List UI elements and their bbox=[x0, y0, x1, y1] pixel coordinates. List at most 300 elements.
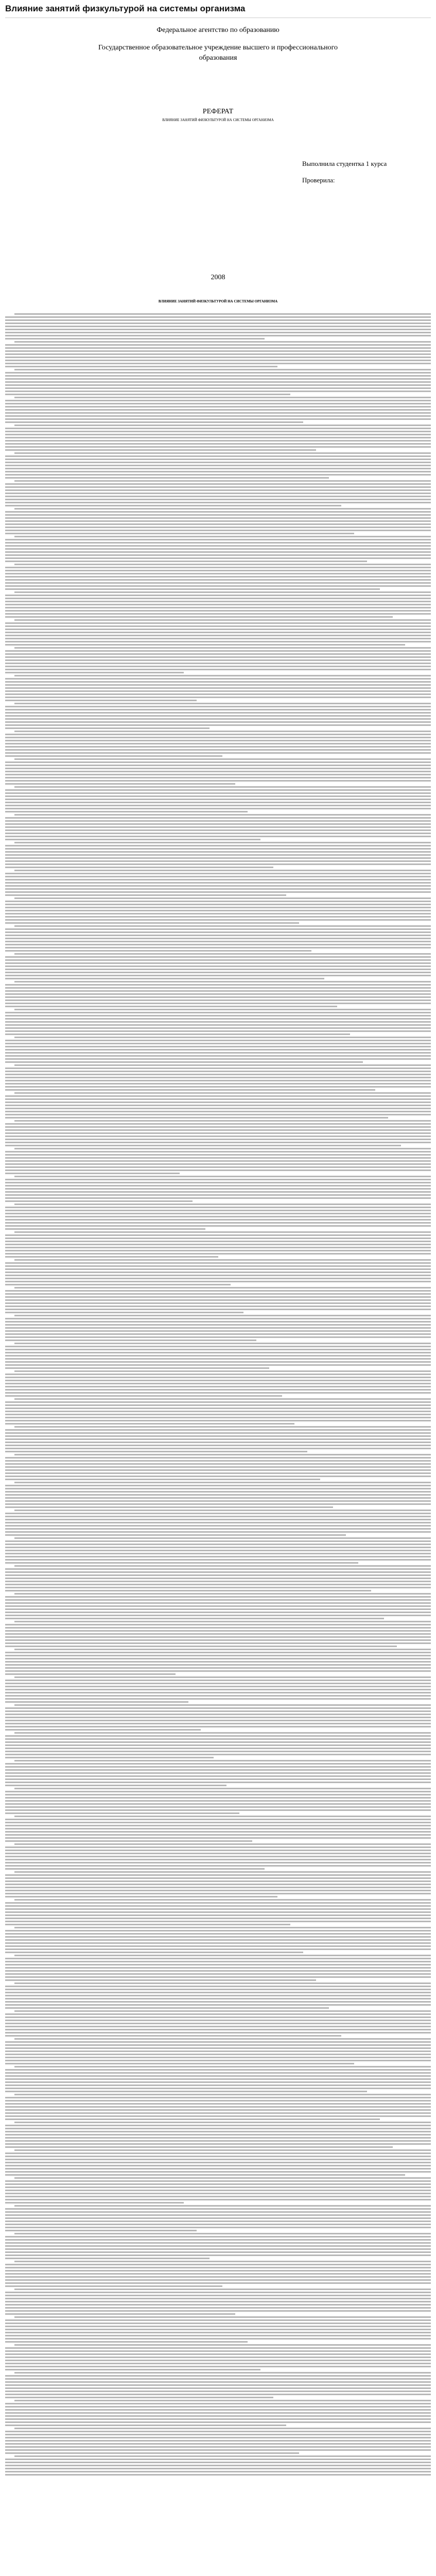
text-line-placeholder bbox=[5, 1602, 431, 1604]
text-line-placeholder bbox=[14, 731, 431, 732]
text-line-placeholder bbox=[5, 2462, 431, 2463]
text-line-placeholder bbox=[14, 2372, 431, 2374]
text-line-placeholder bbox=[5, 2088, 431, 2089]
text-line-placeholder bbox=[5, 641, 431, 642]
text-line-placeholder bbox=[5, 882, 431, 884]
text-line-placeholder bbox=[5, 765, 431, 766]
text-line-placeholder bbox=[5, 520, 431, 522]
text-line-placeholder bbox=[14, 1676, 431, 1678]
text-line-placeholder bbox=[5, 1074, 431, 1075]
text-line-placeholder bbox=[5, 1105, 431, 1106]
text-line-placeholder bbox=[5, 1887, 431, 1888]
text-line-placeholder bbox=[5, 1828, 431, 1829]
text-line-placeholder bbox=[5, 1918, 431, 1919]
text-line-placeholder bbox=[5, 2369, 260, 2370]
text-line-placeholder bbox=[5, 415, 431, 417]
text-line-placeholder bbox=[5, 724, 431, 726]
text-line-placeholder bbox=[14, 536, 431, 537]
text-line-placeholder bbox=[5, 2245, 431, 2247]
text-line-placeholder bbox=[5, 2446, 431, 2448]
text-line-placeholder bbox=[5, 2106, 431, 2108]
text-line-placeholder bbox=[5, 1973, 431, 1975]
text-line-placeholder bbox=[5, 2100, 431, 2102]
text-line-placeholder bbox=[5, 607, 431, 608]
text-line-placeholder bbox=[5, 1831, 431, 1833]
text-line-placeholder bbox=[5, 737, 431, 738]
text-line-placeholder bbox=[5, 1723, 431, 1724]
text-line-placeholder bbox=[5, 1806, 431, 1808]
text-line-placeholder bbox=[5, 749, 431, 751]
text-line-placeholder bbox=[5, 1976, 431, 1978]
text-line-placeholder bbox=[14, 1315, 431, 1316]
text-line-placeholder bbox=[14, 2205, 431, 2207]
text-line-placeholder bbox=[5, 462, 431, 463]
text-line-placeholder bbox=[14, 1343, 431, 1344]
text-line-placeholder bbox=[14, 897, 431, 899]
text-line-placeholder bbox=[5, 919, 431, 921]
text-line-placeholder bbox=[5, 582, 431, 584]
text-line-placeholder bbox=[5, 2292, 431, 2293]
text-line-placeholder bbox=[14, 1955, 431, 1956]
text-line-placeholder bbox=[5, 434, 431, 435]
text-line-placeholder bbox=[5, 459, 431, 460]
text-line-placeholder bbox=[5, 1272, 431, 1273]
text-line-placeholder bbox=[5, 514, 431, 516]
text-line-placeholder bbox=[5, 1979, 316, 1981]
text-line-placeholder bbox=[5, 357, 431, 358]
text-line-placeholder bbox=[5, 561, 367, 562]
text-line-placeholder bbox=[5, 848, 431, 850]
text-line-placeholder bbox=[5, 2057, 431, 2058]
text-line-placeholder bbox=[5, 1646, 397, 1647]
text-line-placeholder bbox=[5, 1936, 431, 1938]
text-line-placeholder bbox=[5, 1352, 431, 1353]
text-line-placeholder bbox=[14, 870, 431, 871]
text-line-placeholder bbox=[5, 347, 431, 349]
text-line-placeholder bbox=[5, 381, 431, 383]
text-line-placeholder bbox=[14, 1510, 431, 1511]
text-line-placeholder bbox=[14, 786, 431, 788]
text-line-placeholder bbox=[5, 622, 431, 624]
text-line-placeholder bbox=[5, 418, 431, 420]
text-line-placeholder bbox=[5, 1377, 431, 1378]
text-line-placeholder bbox=[5, 378, 431, 380]
text-line-placeholder bbox=[5, 1998, 431, 1999]
text-line-placeholder bbox=[5, 539, 431, 540]
text-line-placeholder bbox=[5, 2190, 431, 2191]
text-line-placeholder bbox=[5, 783, 235, 785]
text-line-placeholder bbox=[5, 2125, 431, 2126]
text-line-placeholder bbox=[5, 1596, 431, 1598]
text-line-placeholder bbox=[5, 579, 431, 581]
text-line-placeholder bbox=[5, 2091, 367, 2092]
text-line-placeholder bbox=[5, 2440, 431, 2442]
text-line-placeholder bbox=[5, 2109, 431, 2111]
text-line-placeholder bbox=[5, 554, 431, 556]
text-line-placeholder bbox=[14, 397, 431, 398]
text-line-placeholder bbox=[5, 1568, 431, 1570]
text-line-placeholder bbox=[5, 1884, 431, 1885]
text-line-placeholder bbox=[5, 1309, 431, 1310]
text-line-placeholder bbox=[5, 1349, 431, 1350]
text-line-placeholder bbox=[14, 591, 431, 593]
text-line-placeholder bbox=[5, 839, 260, 840]
text-line-placeholder bbox=[5, 1497, 431, 1499]
text-line-placeholder bbox=[14, 1176, 431, 1177]
text-line-placeholder bbox=[5, 799, 431, 800]
text-line-placeholder bbox=[5, 2044, 431, 2046]
text-line-placeholder bbox=[5, 2159, 431, 2160]
text-line-placeholder bbox=[5, 771, 431, 772]
text-line-placeholder bbox=[5, 353, 431, 355]
text-line-placeholder bbox=[5, 2131, 431, 2132]
text-line-placeholder bbox=[5, 1117, 388, 1118]
text-line-placeholder bbox=[5, 1859, 431, 1860]
text-line-placeholder bbox=[5, 2350, 431, 2352]
text-line-placeholder bbox=[14, 925, 431, 927]
text-line-placeholder bbox=[5, 1417, 431, 1418]
text-line-placeholder bbox=[5, 755, 222, 757]
text-line-placeholder bbox=[5, 1812, 239, 1814]
cover-year: 2008 bbox=[211, 274, 225, 281]
text-line-placeholder bbox=[5, 375, 431, 377]
text-line-placeholder bbox=[5, 1049, 431, 1050]
text-line-placeholder bbox=[5, 1210, 431, 1211]
text-line-placeholder bbox=[5, 768, 431, 769]
text-line-placeholder bbox=[5, 1757, 214, 1758]
text-line-placeholder bbox=[5, 987, 431, 989]
text-line-placeholder bbox=[5, 2211, 431, 2213]
text-line-placeholder bbox=[5, 1547, 431, 1548]
text-line-placeholder bbox=[5, 431, 431, 432]
text-line-placeholder bbox=[5, 1584, 431, 1585]
text-line-placeholder bbox=[5, 851, 431, 853]
text-line-placeholder bbox=[5, 588, 380, 590]
text-line-placeholder bbox=[5, 1958, 431, 1959]
text-line-placeholder bbox=[5, 1330, 431, 1332]
text-line-placeholder bbox=[5, 1769, 431, 1771]
text-line-placeholder bbox=[5, 1689, 431, 1690]
text-line-placeholder bbox=[5, 1312, 243, 1313]
text-line-placeholder bbox=[5, 1775, 431, 1777]
text-line-placeholder bbox=[5, 1989, 431, 1990]
text-line-placeholder bbox=[5, 780, 431, 782]
text-line-placeholder bbox=[5, 1862, 431, 1863]
text-line-placeholder bbox=[5, 2267, 431, 2268]
text-line-placeholder bbox=[5, 638, 431, 639]
text-line-placeholder bbox=[5, 2171, 431, 2173]
text-line-placeholder bbox=[5, 860, 431, 862]
text-line-placeholder bbox=[14, 2400, 431, 2401]
text-line-placeholder bbox=[5, 2468, 431, 2469]
text-line-placeholder bbox=[5, 823, 431, 825]
text-line-placeholder bbox=[5, 1275, 431, 1276]
text-line-placeholder bbox=[5, 1213, 431, 1214]
text-line-placeholder bbox=[5, 1930, 431, 1931]
text-line-placeholder bbox=[5, 1058, 431, 1060]
text-line-placeholder bbox=[14, 2177, 431, 2179]
text-line-placeholder bbox=[14, 1426, 431, 1428]
work-type: РЕФЕРАТ bbox=[202, 108, 234, 115]
text-line-placeholder bbox=[5, 2295, 431, 2296]
text-line-placeholder bbox=[5, 1395, 282, 1397]
text-line-placeholder bbox=[5, 1438, 431, 1440]
text-line-placeholder bbox=[5, 2013, 431, 2015]
text-line-placeholder bbox=[5, 935, 431, 936]
text-line-placeholder bbox=[14, 1927, 431, 1928]
text-line-placeholder bbox=[5, 2471, 431, 2472]
text-line-placeholder bbox=[14, 452, 431, 454]
text-line-placeholder bbox=[5, 2357, 431, 2358]
text-line-placeholder bbox=[5, 1785, 226, 1786]
text-line-placeholder bbox=[5, 2313, 235, 2315]
text-line-placeholder bbox=[14, 1788, 431, 1789]
text-line-placeholder bbox=[5, 876, 431, 877]
text-line-placeholder bbox=[5, 2329, 431, 2330]
text-line-placeholder bbox=[5, 2214, 431, 2216]
text-line-placeholder bbox=[5, 1241, 431, 1242]
text-line-placeholder bbox=[5, 2029, 431, 2030]
text-line-placeholder bbox=[5, 1015, 431, 1016]
institution-line-2: образования bbox=[199, 54, 237, 62]
text-line-placeholder bbox=[5, 1228, 205, 1230]
text-line-placeholder bbox=[5, 2258, 210, 2259]
text-line-placeholder bbox=[5, 2084, 431, 2086]
text-line-placeholder bbox=[5, 1924, 290, 1925]
text-line-placeholder bbox=[5, 595, 431, 596]
text-line-placeholder bbox=[5, 808, 431, 809]
text-line-placeholder bbox=[5, 1139, 431, 1140]
text-line-placeholder bbox=[5, 854, 431, 856]
text-line-placeholder bbox=[5, 1460, 431, 1462]
text-line-placeholder bbox=[5, 391, 431, 392]
text-line-placeholder bbox=[5, 1401, 431, 1403]
text-line-placeholder bbox=[5, 693, 431, 695]
text-line-placeholder bbox=[5, 1154, 431, 1156]
text-line-placeholder bbox=[5, 511, 431, 513]
text-line-placeholder bbox=[5, 1667, 431, 1669]
text-line-placeholder bbox=[5, 384, 431, 386]
text-line-placeholder bbox=[5, 1726, 431, 1727]
text-line-placeholder bbox=[5, 449, 316, 451]
text-line-placeholder bbox=[5, 740, 431, 741]
text-line-placeholder bbox=[5, 2437, 431, 2438]
content-title: ВЛИЯНИЕ ЗАНЯТИЙ ФИЗКУЛЬТУРОЙ НА СИСТЕМЫ ОРГАНИЗМА bbox=[158, 299, 278, 303]
text-line-placeholder bbox=[5, 2162, 431, 2163]
text-line-placeholder bbox=[5, 576, 431, 578]
text-line-placeholder bbox=[5, 1782, 431, 1783]
text-line-placeholder bbox=[5, 656, 431, 658]
text-line-placeholder bbox=[5, 406, 431, 408]
text-line-placeholder bbox=[5, 910, 431, 911]
text-line-placeholder bbox=[14, 1120, 431, 1122]
text-line-placeholder bbox=[14, 647, 431, 649]
text-line-placeholder bbox=[5, 1194, 431, 1196]
text-line-placeholder bbox=[5, 2140, 431, 2142]
text-line-placeholder bbox=[5, 1219, 431, 1221]
text-line-placeholder bbox=[5, 332, 431, 333]
text-line-placeholder bbox=[5, 1380, 431, 1381]
text-line-placeholder bbox=[5, 1089, 375, 1091]
text-line-placeholder bbox=[5, 2202, 184, 2204]
text-line-placeholder bbox=[5, 2341, 248, 2343]
text-line-placeholder bbox=[5, 1006, 337, 1007]
text-line-placeholder bbox=[5, 1386, 431, 1387]
text-line-placeholder bbox=[5, 1469, 431, 1471]
text-line-placeholder bbox=[5, 1188, 431, 1190]
text-line-placeholder bbox=[5, 1185, 431, 1187]
document-title: Влияние занятий физкультурой на системы организма bbox=[5, 4, 246, 13]
text-line-placeholder bbox=[14, 1398, 431, 1400]
text-line-placeholder bbox=[5, 1429, 431, 1431]
text-line-placeholder bbox=[5, 2425, 286, 2426]
text-line-placeholder bbox=[5, 2323, 431, 2324]
text-line-placeholder bbox=[5, 1256, 218, 1258]
text-line-placeholder bbox=[5, 761, 431, 763]
text-line-placeholder bbox=[5, 1772, 431, 1774]
text-line-placeholder bbox=[5, 817, 431, 819]
text-line-placeholder bbox=[5, 1948, 431, 1950]
text-line-placeholder bbox=[5, 2020, 431, 2021]
text-line-placeholder bbox=[5, 1751, 431, 1752]
text-line-placeholder bbox=[5, 477, 329, 479]
text-line-placeholder bbox=[5, 962, 431, 964]
text-line-placeholder bbox=[5, 1763, 431, 1765]
text-line-placeholder bbox=[5, 1519, 431, 1520]
text-line-placeholder bbox=[5, 972, 431, 973]
text-line-placeholder bbox=[5, 650, 431, 652]
text-line-placeholder bbox=[5, 2391, 431, 2392]
text-line-placeholder bbox=[5, 1238, 431, 1239]
text-line-placeholder bbox=[5, 2032, 431, 2033]
text-line-placeholder bbox=[14, 2149, 431, 2151]
text-line-placeholder bbox=[5, 1290, 431, 1292]
text-line-placeholder bbox=[5, 1590, 371, 1591]
text-line-placeholder bbox=[14, 1482, 431, 1483]
text-line-placeholder bbox=[5, 2264, 431, 2265]
text-line-placeholder bbox=[5, 2384, 431, 2386]
text-line-placeholder bbox=[5, 1191, 431, 1193]
text-line-placeholder bbox=[14, 675, 431, 676]
text-line-placeholder bbox=[5, 1578, 431, 1579]
text-line-placeholder bbox=[5, 1055, 431, 1057]
text-line-placeholder bbox=[5, 1114, 431, 1115]
text-line-placeholder bbox=[5, 1346, 431, 1347]
text-line-placeholder bbox=[5, 2319, 431, 2321]
text-line-placeholder bbox=[5, 829, 431, 831]
text-line-placeholder bbox=[5, 2443, 431, 2445]
text-line-placeholder bbox=[5, 372, 431, 374]
text-line-placeholder bbox=[5, 1942, 431, 1944]
text-line-placeholder bbox=[14, 508, 431, 510]
text-line-placeholder bbox=[5, 2304, 431, 2306]
text-line-placeholder bbox=[5, 1157, 431, 1159]
text-line-placeholder bbox=[5, 904, 431, 905]
text-line-placeholder bbox=[5, 2255, 431, 2256]
text-line-placeholder bbox=[5, 1534, 346, 1536]
text-line-placeholder bbox=[5, 718, 431, 720]
text-line-placeholder bbox=[5, 1207, 431, 1208]
text-line-placeholder bbox=[5, 789, 431, 791]
text-line-placeholder bbox=[5, 2236, 431, 2238]
text-line-placeholder bbox=[5, 993, 431, 995]
text-line-placeholder bbox=[5, 2004, 431, 2006]
text-line-placeholder bbox=[5, 2375, 431, 2377]
text-line-placeholder bbox=[5, 2415, 431, 2417]
text-line-placeholder bbox=[14, 619, 431, 621]
text-line-placeholder bbox=[5, 1080, 431, 1081]
text-line-placeholder bbox=[5, 2381, 431, 2383]
text-line-placeholder bbox=[5, 901, 431, 902]
text-line-placeholder bbox=[5, 1030, 431, 1032]
text-line-placeholder bbox=[5, 712, 431, 714]
text-line-placeholder bbox=[5, 1142, 431, 1143]
text-line-placeholder bbox=[5, 1673, 176, 1675]
text-line-placeholder bbox=[5, 978, 324, 979]
text-line-placeholder bbox=[5, 1516, 431, 1517]
text-line-placeholder bbox=[5, 1902, 431, 1904]
text-line-placeholder bbox=[5, 1145, 401, 1146]
text-line-placeholder bbox=[5, 1086, 431, 1088]
text-line-placeholder bbox=[5, 2208, 431, 2210]
text-line-placeholder bbox=[5, 894, 286, 896]
text-line-placeholder bbox=[5, 1633, 431, 1635]
text-line-placeholder bbox=[5, 1627, 431, 1629]
text-line-placeholder bbox=[5, 2060, 431, 2061]
text-line-placeholder bbox=[5, 1018, 431, 1020]
text-line-placeholder bbox=[5, 1222, 431, 1224]
text-line-placeholder bbox=[5, 2459, 431, 2460]
text-line-placeholder bbox=[5, 1355, 431, 1357]
text-line-placeholder bbox=[5, 604, 431, 605]
text-line-placeholder bbox=[5, 1664, 431, 1666]
text-line-placeholder bbox=[14, 2455, 431, 2457]
text-line-placeholder bbox=[5, 446, 431, 448]
text-line-placeholder bbox=[5, 1021, 431, 1023]
text-line-placeholder bbox=[5, 2227, 431, 2228]
author-block bbox=[302, 159, 421, 185]
text-line-placeholder bbox=[5, 1336, 431, 1338]
text-line-placeholder bbox=[5, 1791, 431, 1792]
text-line-placeholder bbox=[5, 1714, 431, 1715]
text-line-placeholder bbox=[5, 659, 431, 661]
text-line-placeholder bbox=[5, 1550, 431, 1551]
text-line-placeholder bbox=[5, 1234, 431, 1236]
text-line-placeholder bbox=[5, 468, 431, 469]
text-line-placeholder bbox=[5, 363, 431, 364]
text-line-placeholder bbox=[5, 1012, 431, 1013]
text-line-placeholder bbox=[5, 681, 431, 683]
text-line-placeholder bbox=[5, 1574, 431, 1576]
text-line-placeholder bbox=[5, 486, 431, 488]
text-line-placeholder bbox=[5, 944, 431, 945]
text-line-placeholder bbox=[5, 999, 431, 1001]
text-line-placeholder bbox=[14, 1816, 431, 1817]
text-line-placeholder bbox=[5, 700, 197, 701]
text-line-placeholder bbox=[5, 845, 431, 846]
text-line-placeholder bbox=[5, 505, 341, 506]
text-line-placeholder bbox=[5, 493, 431, 494]
text-line-placeholder bbox=[5, 2146, 393, 2148]
text-line-placeholder bbox=[5, 1698, 431, 1700]
text-line-placeholder bbox=[5, 1225, 431, 1227]
text-line-placeholder bbox=[5, 2347, 431, 2349]
text-line-placeholder bbox=[5, 1853, 431, 1854]
text-line-placeholder bbox=[14, 480, 431, 482]
text-line-placeholder bbox=[5, 1374, 431, 1375]
text-line-placeholder bbox=[5, 1420, 431, 1421]
text-line-placeholder bbox=[5, 360, 431, 361]
